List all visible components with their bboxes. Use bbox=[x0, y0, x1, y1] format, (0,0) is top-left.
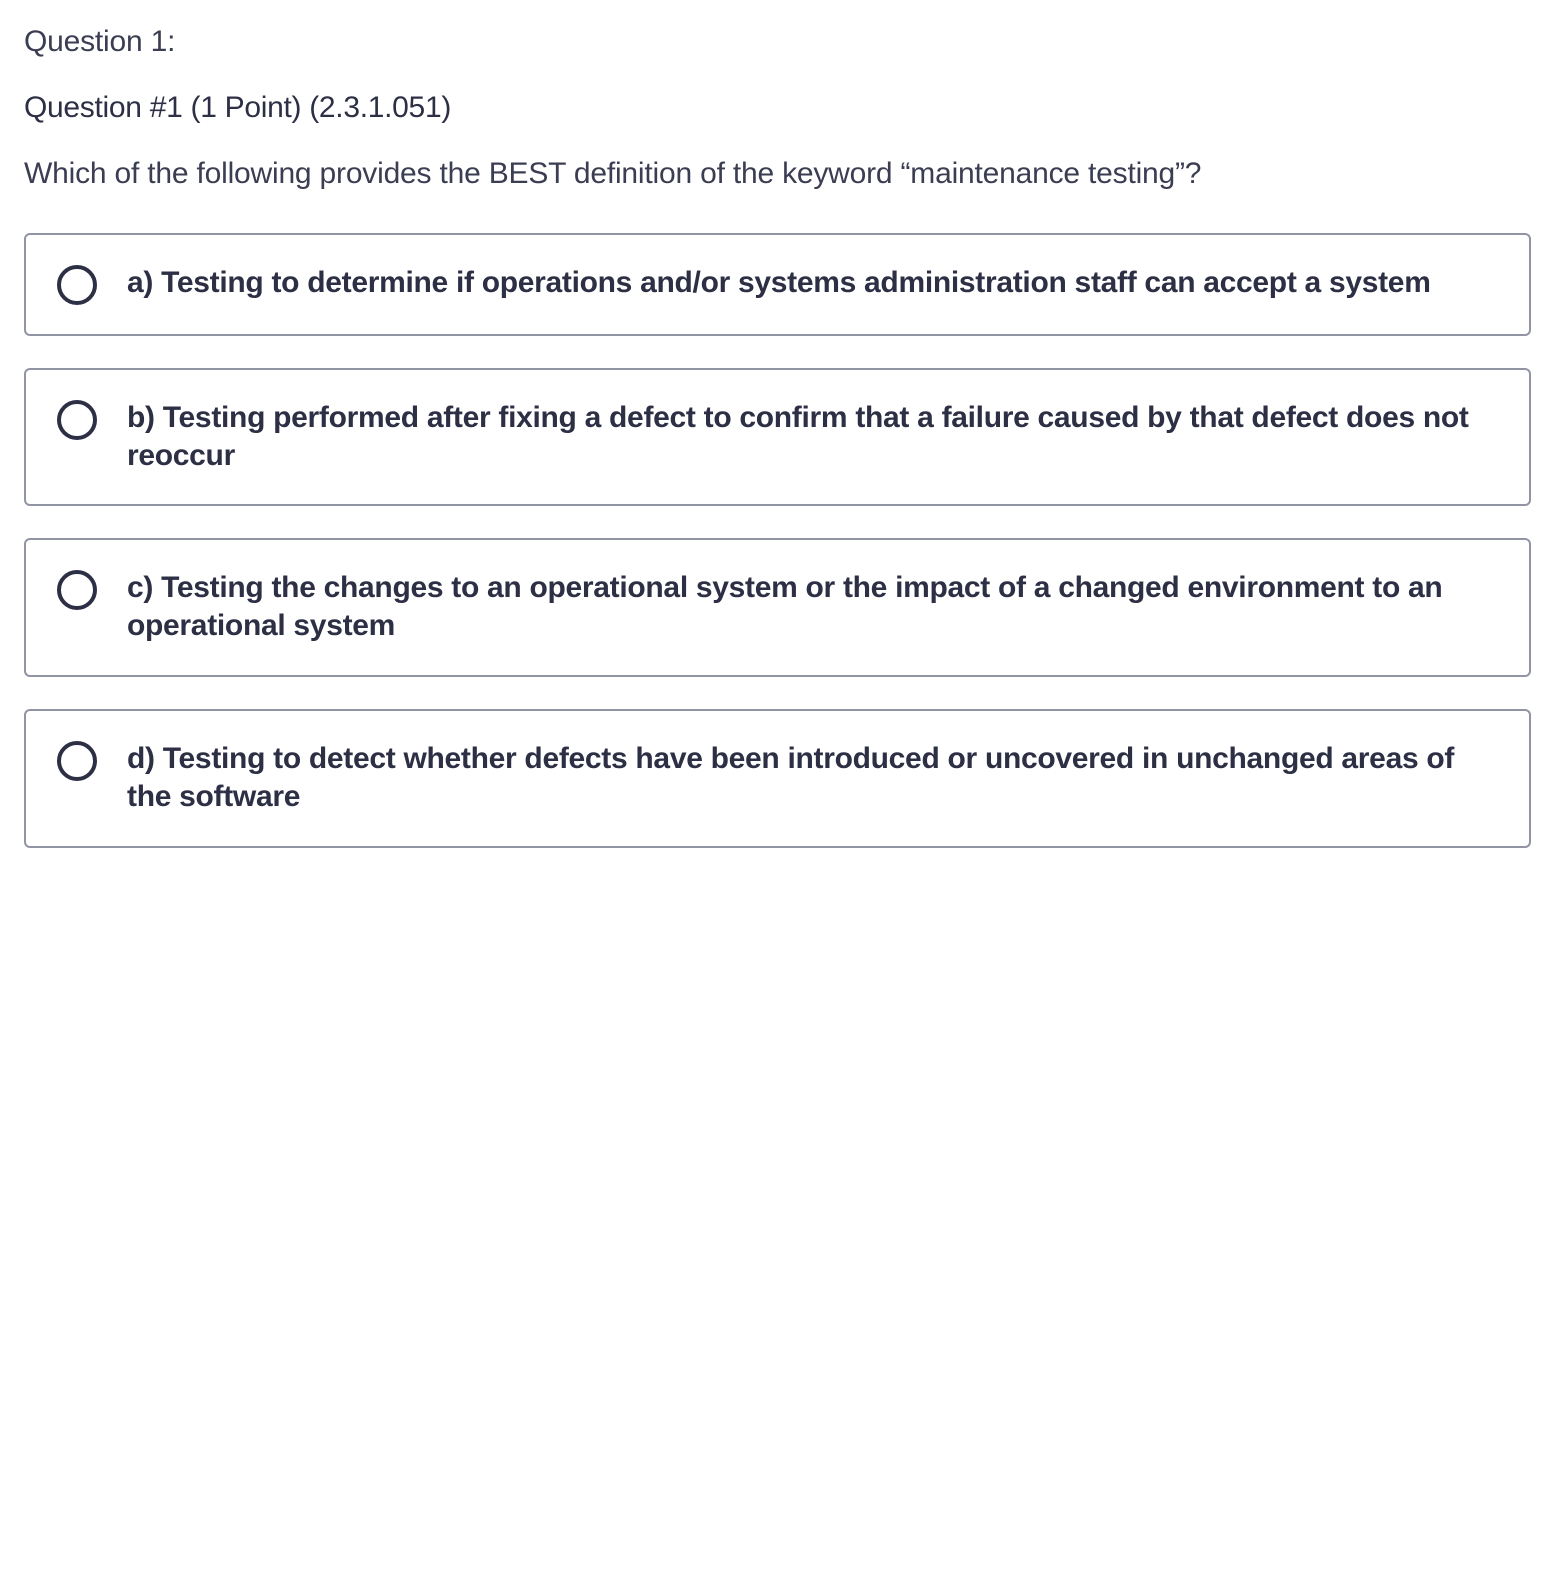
answer-option-d[interactable] bbox=[24, 709, 1531, 848]
question-number-label: Question 1: bbox=[24, 25, 176, 58]
answer-option-text: d) Testing to detect whether defects have been introduced or uncovered in unchanged areas of the software bbox=[127, 742, 1455, 813]
question-prompt: Which of the following provides the BEST definition of the keyword “maintenance testing”? bbox=[24, 157, 1202, 190]
answer-option-text: c) Testing the changes to an operational system or the impact of a changed environment to an operational system bbox=[127, 571, 1443, 642]
radio-unchecked-icon[interactable] bbox=[57, 570, 97, 610]
answer-option-a[interactable] bbox=[24, 233, 1531, 336]
radio-unchecked-icon[interactable] bbox=[57, 400, 97, 440]
answer-option-text: a) Testing to determine if operations and/or systems administration staff can accept a system bbox=[127, 266, 1431, 299]
answer-option-b[interactable] bbox=[24, 368, 1531, 506]
answer-option-c[interactable] bbox=[24, 538, 1531, 677]
question-title: Question #1 (1 Point) (2.3.1.051) bbox=[24, 91, 452, 124]
radio-unchecked-icon[interactable] bbox=[57, 741, 97, 781]
radio-unchecked-icon[interactable] bbox=[57, 265, 97, 305]
answer-option-text: b) Testing performed after fixing a defect to confirm that a failure caused by that defect does not reoccur bbox=[127, 401, 1469, 472]
